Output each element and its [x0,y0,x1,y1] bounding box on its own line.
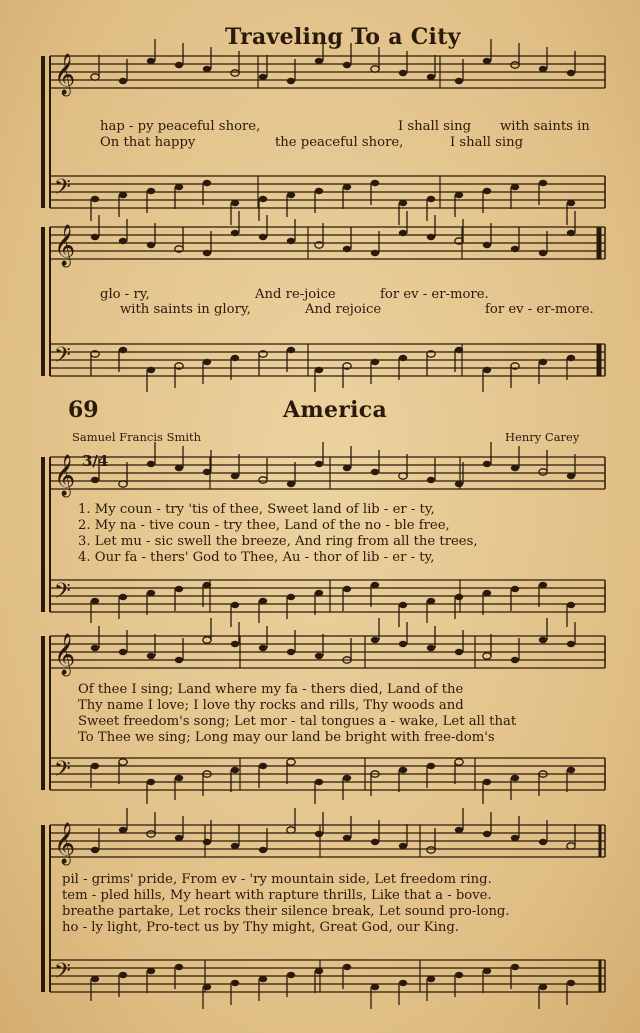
verse-line: To Thee we sing; Long may our land be bright with free-dom's [78,730,495,745]
lyric-line: the peaceful shore, [275,135,404,150]
lyric-line: And re-joice [255,287,336,302]
lyric-line: hap - py peaceful shore, [100,119,261,134]
time-signature: 3/4 [82,452,109,470]
verse-line: pil - grims' pride, From ev - 'ry mountain side, Let freedom ring. [62,872,492,887]
verse-line: 3. Let mu - sic swell the breeze, And ring from all the trees, [78,534,478,549]
lyric-line: I shall sing [398,119,472,134]
lyric-line: On that happy [100,135,196,150]
hymn-title: America [283,397,388,423]
svg-text:𝄞: 𝄞 [54,54,76,95]
svg-text:𝄞: 𝄞 [54,455,76,496]
svg-text:𝄞: 𝄞 [54,634,76,675]
hymn-number: 69 [68,397,99,423]
svg-text:𝄢: 𝄢 [54,175,71,205]
hymn-author: Samuel Francis Smith [72,430,202,444]
lyric-line: with saints in glory, [120,302,251,317]
svg-text:𝄢: 𝄢 [54,959,71,989]
verse-line: 4. Our fa - thers' God to Thee, Au - thor of lib - er - ty, [78,550,435,565]
svg-text:𝄞: 𝄞 [54,823,76,864]
top-hymn-title: Traveling To a City [225,24,461,50]
verse-line: Thy name I love; I love thy rocks and rills, Thy woods and [78,698,464,713]
lyric-line: glo - ry, [100,287,150,302]
lyric-line: And rejoice [305,302,382,317]
verse-line: ho - ly light, Pro-tect us by Thy might, Great God, our King. [62,920,459,935]
lyric-line: I shall sing [450,135,524,150]
verse-line: 1. My coun - try 'tis of thee, Sweet land of lib - er - ty, [78,502,435,517]
lyric-line: for ev - er-more. [380,287,489,302]
lyric-line: for ev - er-more. [485,302,594,317]
svg-text:𝄢: 𝄢 [54,343,71,373]
verse-line: breathe partake, Let rocks their silence break, Let sound pro-long. [62,904,510,919]
verse-line: Sweet freedom's song; Let mor - tal tongues a - wake, Let all that [78,714,517,729]
verse-line: Of thee I sing; Land where my fa - thers died, Land of the [78,682,464,697]
svg-text:𝄢: 𝄢 [54,757,71,787]
hymn-composer: Henry Carey [505,430,580,444]
verse-line: tem - pled hills, My heart with rapture thrills, Like that a - bove. [62,888,492,903]
verse-line: 2. My na - tive coun - try thee, Land of the no - ble free, [78,518,450,533]
lyric-line: with saints in [500,119,590,134]
svg-text:𝄢: 𝄢 [54,579,71,609]
svg-text:𝄞: 𝄞 [54,225,76,266]
